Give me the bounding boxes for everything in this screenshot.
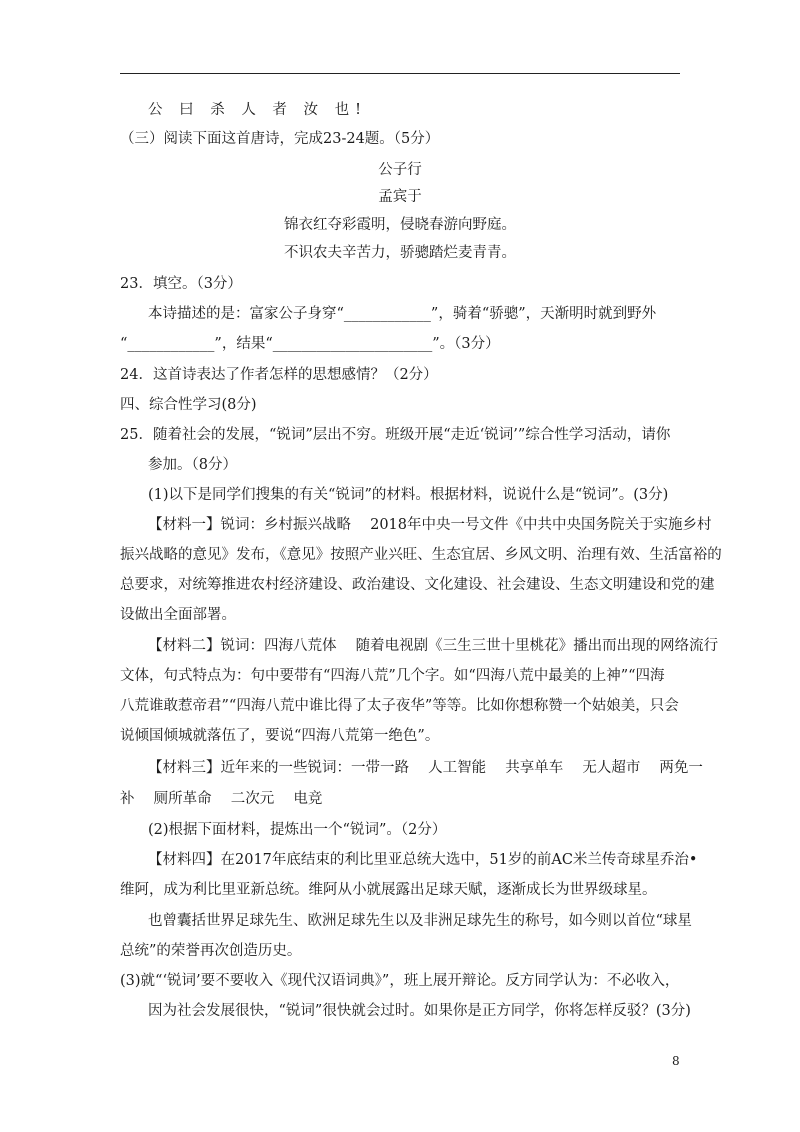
question-23: 23．填空。（3分）: [120, 276, 242, 292]
subquestion-1: (1)以下是同学们搜集的有关“锐词”的材料。根据材料，说说什么是“锐词”。(3分): [148, 487, 669, 503]
question-25: 25．随着社会的发展，“锐词”层出不穷。班级开展“走近‘锐词’”综合性学习活动，请你: [120, 427, 671, 443]
question-23-text-2: “____________”，结果“______________________”。（3分）: [120, 336, 500, 352]
subquestion-3-cont: 因为社会发展很快，“锐词”很快就会过时。如果你是正方同学，你将怎样反驳？(3分): [148, 1003, 691, 1019]
material-4-line-4: 总统”的荣誉再次创造历史。: [120, 943, 302, 959]
material-3-line-1: 【材料三】近年来的一些锐词：一带一路 人工智能 共享单车 无人超市 两免一: [148, 760, 703, 776]
subquestion-3: (3)就“‘锐词’要不要收入《现代汉语词典》”，班上展开辩论。反方同学认为：不必收入，: [120, 973, 680, 989]
question-24: 24．这首诗表达了作者怎样的思想感情？（2分）: [120, 367, 438, 383]
poem-title: 公子行: [378, 162, 422, 178]
subquestion-2: (2)根据下面材料，提炼出一个“锐词”。（2分）: [148, 822, 447, 838]
section-heading-poem: （三）阅读下面这首唐诗，完成23-24题。（5分）: [120, 131, 440, 147]
header-rule: [120, 73, 680, 74]
material-3-line-2: 补 厕所革命 二次元 电竞: [120, 791, 323, 807]
material-2-line-4: 说倾国倾城就落伍了，要说“四海八荒第一绝色”。: [120, 728, 440, 744]
question-25-cont: 参加。（8分）: [148, 457, 237, 473]
section-heading-four: 四、综合性学习(8分): [120, 397, 257, 413]
material-4-line-1: 【材料四】在2017年底结束的利比里亚总统大选中，51岁的前AC米兰传奇球星乔治•: [148, 852, 698, 868]
quote-line: 公 曰 杀 人 者 汝 也!: [148, 102, 367, 118]
material-1-line-1: 【材料一】锐词：乡村振兴战略 2018年中央一号文件《中共中央国务院关于实施乡村: [148, 517, 712, 533]
material-1-line-3: 总要求，对统筹推进农村经济建设、政治建设、文化建设、社会建设、生态文明建设和党的建: [120, 577, 715, 593]
poem-line-1: 锦衣红夺彩霞明，侵晓春游向野庭。: [284, 217, 516, 233]
material-2-line-2: 文体，句式特点为：句中要带有“四海八荒”几个字。如“四海八荒中最美的上神”“四海: [120, 668, 665, 684]
poem-author: 孟宾于: [378, 189, 422, 205]
poem-line-2: 不识农夫辛苦力，骄骢踏烂麦青青。: [284, 245, 516, 261]
question-23-text-1: 本诗描述的是：富家公子身穿“____________”，骑着“骄骢”，天渐明时就到野外: [148, 306, 657, 322]
material-1-line-4: 设做出全面部署。: [120, 607, 236, 623]
material-4-line-2: 维阿，成为利比里亚新总统。维阿从小就展露出足球天赋，逐渐成长为世界级球星。: [120, 882, 657, 898]
material-2-line-1: 【材料二】锐词：四海八荒体 随着电视剧《三生三世十里桃花》播出而出现的网络流行: [148, 638, 719, 654]
page-number: 8: [672, 1054, 680, 1068]
material-4-line-3: 也曾囊括世界足球先生、欧洲足球先生以及非洲足球先生的称号，如今则以首位“球星: [148, 913, 692, 929]
material-2-line-3: 八荒谁敢惹帝君”“四海八荒中谁比得了太子夜华”等等。比如你想称赞一个姑娘美，只会: [120, 698, 679, 714]
material-1-line-2: 振兴战略的意见》发布，《意见》按照产业兴旺、生态宜居、乡风文明、治理有效、生活富裕的: [120, 547, 722, 563]
